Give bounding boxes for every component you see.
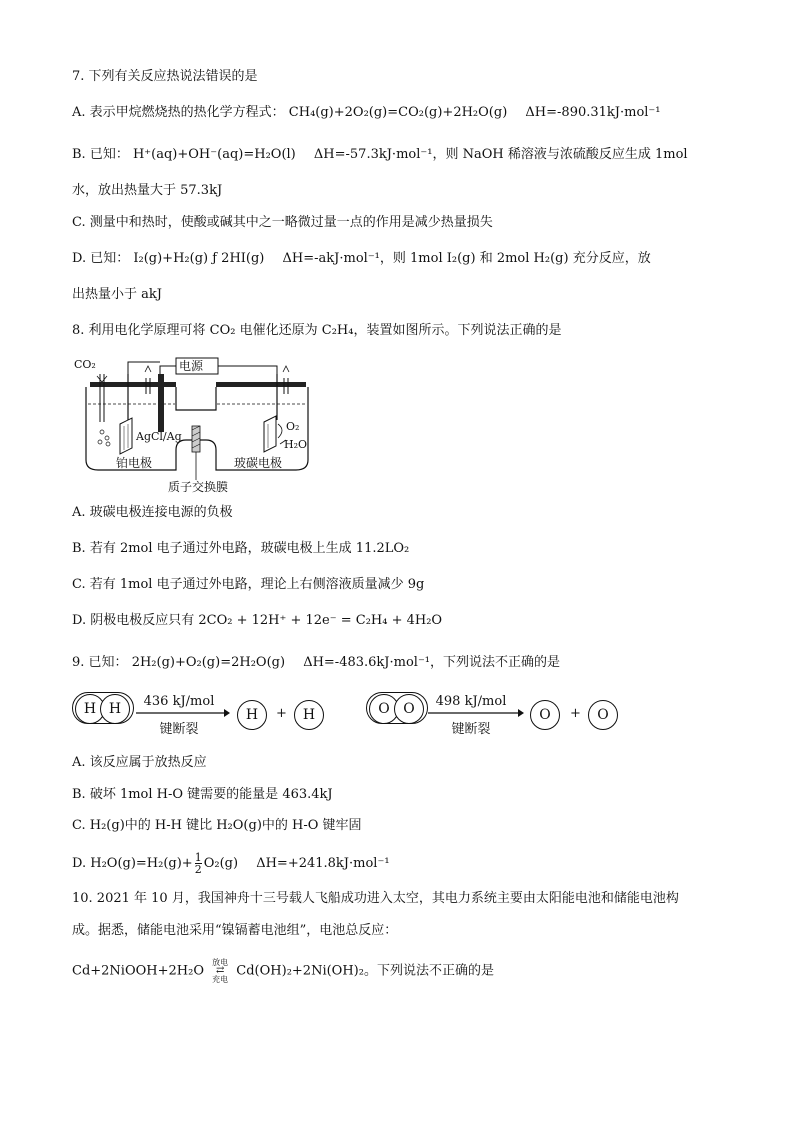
proton-exchange-membrane-label: 质子交换膜	[168, 480, 229, 494]
q9-option-c: C. H₂(g)中的 H-H 键比 H₂O(g)中的 H-O 键牢固	[72, 818, 362, 833]
q7-b-equation: H⁺(aq)+OH⁻(aq)=H₂O(l)	[132, 147, 296, 162]
q9-stem-equation: 2H₂(g)+O₂(g)=2H₂O(g)	[131, 655, 286, 670]
q9-option-b: B. 破坏 1mol H-O 键需要的能量是 463.4kJ	[72, 787, 333, 802]
q7-option-b	[72, 146, 688, 164]
o-atom-4: O	[588, 700, 618, 730]
q9-option-a: A. 该反应属于放热反应	[72, 755, 207, 770]
co2-label: CO₂	[74, 358, 96, 371]
q7-a-enthalpy: ΔH=-890.31kJ·mol⁻¹	[525, 105, 661, 120]
q9-stem-text: 9. 已知：	[72, 655, 128, 670]
q7-d-tail: ，则 1mol I₂(g) 和 2mol H₂(g) 充分反应，放	[379, 251, 651, 266]
q9-d-equation-tail: O₂(g)	[203, 856, 239, 871]
q7-option-c: C. 测量中和热时，使酸或碱其中之一略微过量一点的作用是减少热量损失	[72, 215, 493, 230]
q8-option-a: A. 玻碳电极连接电源的负极	[72, 505, 233, 520]
plus-sign: +	[276, 706, 287, 721]
q7-option-b-line2: 水，放出热量大于 57.3kJ	[72, 183, 223, 198]
q10-tail: 。下列说法不正确的是	[363, 963, 494, 979]
reversible-arrow	[212, 958, 228, 984]
q9-d-text: D.	[72, 856, 87, 871]
o-atom-1: O	[369, 694, 399, 724]
h-atom-4: H	[294, 700, 324, 730]
q9-d-fraction	[195, 852, 202, 875]
q9-stem-enthalpy: ΔH=-483.6kJ·mol⁻¹	[303, 655, 431, 670]
h-atom-1: H	[75, 694, 105, 724]
q7-d-equation: I₂(g)+H₂(g) ƒ 2HI(g)	[133, 251, 265, 266]
q7-d-text: D. 已知：	[72, 251, 130, 266]
q10-line-1: 10. 2021 年 10 月，我国神舟十三号载人飞船成功进入太空，其电力系统主要由太阳能电池和储能电池构	[72, 891, 679, 906]
q7-b-enthalpy: ΔH=-57.3kJ·mol⁻¹	[313, 147, 433, 162]
h-atom-3: H	[237, 700, 267, 730]
oo-energy-label: 498 kJ/mol	[435, 694, 507, 709]
platinum-electrode-label: 铂电极	[116, 456, 153, 470]
oo-bond-break-label: 键断裂	[451, 722, 491, 737]
agcl-ag-label: AgCl/Ag	[136, 430, 182, 443]
q7-a-text: A. 表示甲烷燃烧热的热化学方程式：	[72, 105, 285, 120]
electrolysis-apparatus-figure	[72, 352, 332, 496]
q10-line-2: 成。据悉，储能电池采用“镍镉蓄电池组”，电池总反应：	[72, 923, 398, 938]
hh-bond-break-label: 键断裂	[159, 722, 199, 737]
q9-d-enthalpy: ΔH=+241.8kJ·mol⁻¹	[256, 856, 390, 871]
q8-stem: 8. 利用电化学原理可将 CO₂ 电催化还原为 C₂H₄，装置如图所示。下列说法正确的是	[72, 323, 562, 338]
q7-b-tail: ，则 NaOH 稀溶液与浓硫酸反应生成 1mol	[432, 147, 688, 162]
q7-a-equation: CH₄(g)+2O₂(g)=CO₂(g)+2H₂O(g)	[288, 105, 508, 120]
o-atom-3: O	[530, 700, 560, 730]
q9-option-d	[72, 852, 390, 876]
q9-stem-tail: ，下列说法不正确的是	[430, 655, 561, 670]
q7-stem: 7. 下列有关反应热说法错误的是	[72, 69, 258, 84]
o-atom-2: O	[394, 694, 424, 724]
q10-equation-left: Cd+2NiOOH+2H₂O	[72, 963, 204, 979]
o2-label: O₂	[286, 420, 300, 433]
charge-label: 充电	[212, 975, 229, 984]
q10-reaction	[72, 958, 494, 982]
glassy-carbon-electrode-label: 玻碳电极	[234, 456, 283, 470]
q9-d-equation: H₂O(g)=H₂(g)+	[90, 856, 193, 871]
q8-option-c: C. 若有 1mol 电子通过外电路，理论上右侧溶液质量减少 9g	[72, 577, 425, 592]
hh-energy-label: 436 kJ/mol	[143, 694, 215, 709]
plus-sign: +	[570, 706, 581, 721]
q7-b-text: B. 已知：	[72, 147, 129, 162]
power-supply-label: 电源	[179, 359, 204, 373]
q7-option-a	[72, 104, 661, 122]
q7-option-d-line2: 出热量小于 akJ	[72, 287, 162, 302]
fraction-denominator: 2	[194, 863, 202, 876]
fraction-numerator: 1	[194, 851, 202, 864]
q7-option-d	[72, 250, 651, 268]
q8-option-b: B. 若有 2mol 电子通过外电路，玻碳电极上生成 11.2LO₂	[72, 541, 410, 556]
discharge-label: 放电	[212, 958, 229, 967]
q10-equation-right: Cd(OH)₂+2Ni(OH)₂	[236, 963, 364, 979]
q9-stem	[72, 654, 560, 672]
h-atom-2: H	[100, 694, 130, 724]
h2o-label: H₂O	[284, 438, 308, 451]
double-arrow-icon: ⇄	[215, 965, 225, 976]
q7-d-enthalpy: ΔH=-akJ·mol⁻¹	[282, 251, 380, 266]
q8-option-d: D. 阴极电极反应只有 2CO₂ + 12H⁺ + 12e⁻ = C₂H₄ + 4H₂O	[72, 613, 443, 628]
